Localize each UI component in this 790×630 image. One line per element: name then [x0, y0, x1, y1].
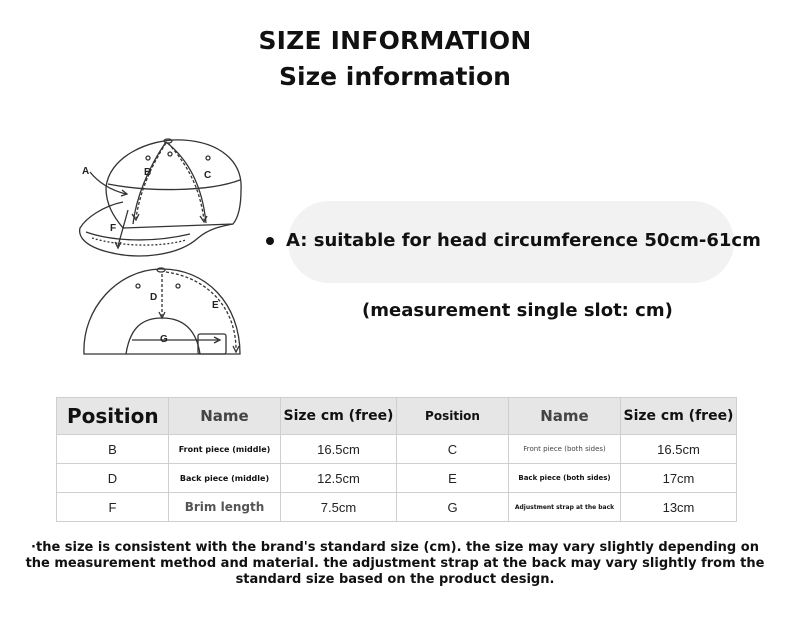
cell-position: G	[397, 493, 509, 522]
cell-name: Adjustment strap at the back	[509, 493, 621, 522]
label-a: A	[82, 166, 90, 177]
cell-position: B	[57, 435, 169, 464]
label-g: G	[160, 334, 168, 345]
label-d: D	[150, 292, 158, 303]
cell-size: 16.5cm	[281, 435, 397, 464]
cell-name: Front piece (both sides)	[509, 435, 621, 464]
page-title: SIZE INFORMATION	[258, 26, 532, 55]
cell-size: 12.5cm	[281, 464, 397, 493]
table-row	[57, 464, 737, 493]
header-name: Name	[169, 398, 281, 435]
cell-name: Back piece (middle)	[169, 464, 281, 493]
cell-size: 17cm	[621, 464, 737, 493]
page-subtitle: Size information	[279, 62, 511, 91]
cell-name: Brim length	[169, 493, 281, 522]
label-b: B	[144, 167, 152, 178]
measurement-note: (measurement single slot: cm)	[362, 300, 673, 321]
table-header-row	[57, 398, 737, 435]
cell-name: Front piece (middle)	[169, 435, 281, 464]
header-size: Size cm (free)	[281, 398, 397, 435]
cell-position: F	[57, 493, 169, 522]
measurement-arrows-front	[90, 143, 207, 248]
header-size-2: Size cm (free)	[621, 398, 737, 435]
measurement-arrows-back	[132, 272, 239, 352]
header-position-2: Position	[397, 398, 509, 435]
header-position: Position	[57, 398, 169, 435]
cell-position: D	[57, 464, 169, 493]
bullet-dot	[266, 237, 274, 245]
cell-size: 7.5cm	[281, 493, 397, 522]
cap-front-view	[80, 139, 241, 256]
label-f: F	[110, 223, 117, 234]
header-name-2: Name	[509, 398, 621, 435]
cap-diagram	[78, 128, 248, 360]
cell-position: E	[397, 464, 509, 493]
head-circumference-text: A: suitable for head circumference 50cm-61cm	[286, 230, 761, 251]
table-row	[57, 435, 737, 464]
size-table	[56, 397, 737, 522]
cell-position: C	[397, 435, 509, 464]
label-e: E	[212, 300, 219, 311]
cell-size: 13cm	[621, 493, 737, 522]
cell-name: Back piece (both sides)	[509, 464, 621, 493]
table-row	[57, 493, 737, 522]
footnote: ·the size is consistent with the brand's standard size (cm). the size may vary slightly depending on the measurement method and material. the adjustment strap at the back may vary slightly from the standard size based on the product design.	[25, 540, 765, 587]
cell-size: 16.5cm	[621, 435, 737, 464]
label-c: C	[204, 170, 212, 181]
